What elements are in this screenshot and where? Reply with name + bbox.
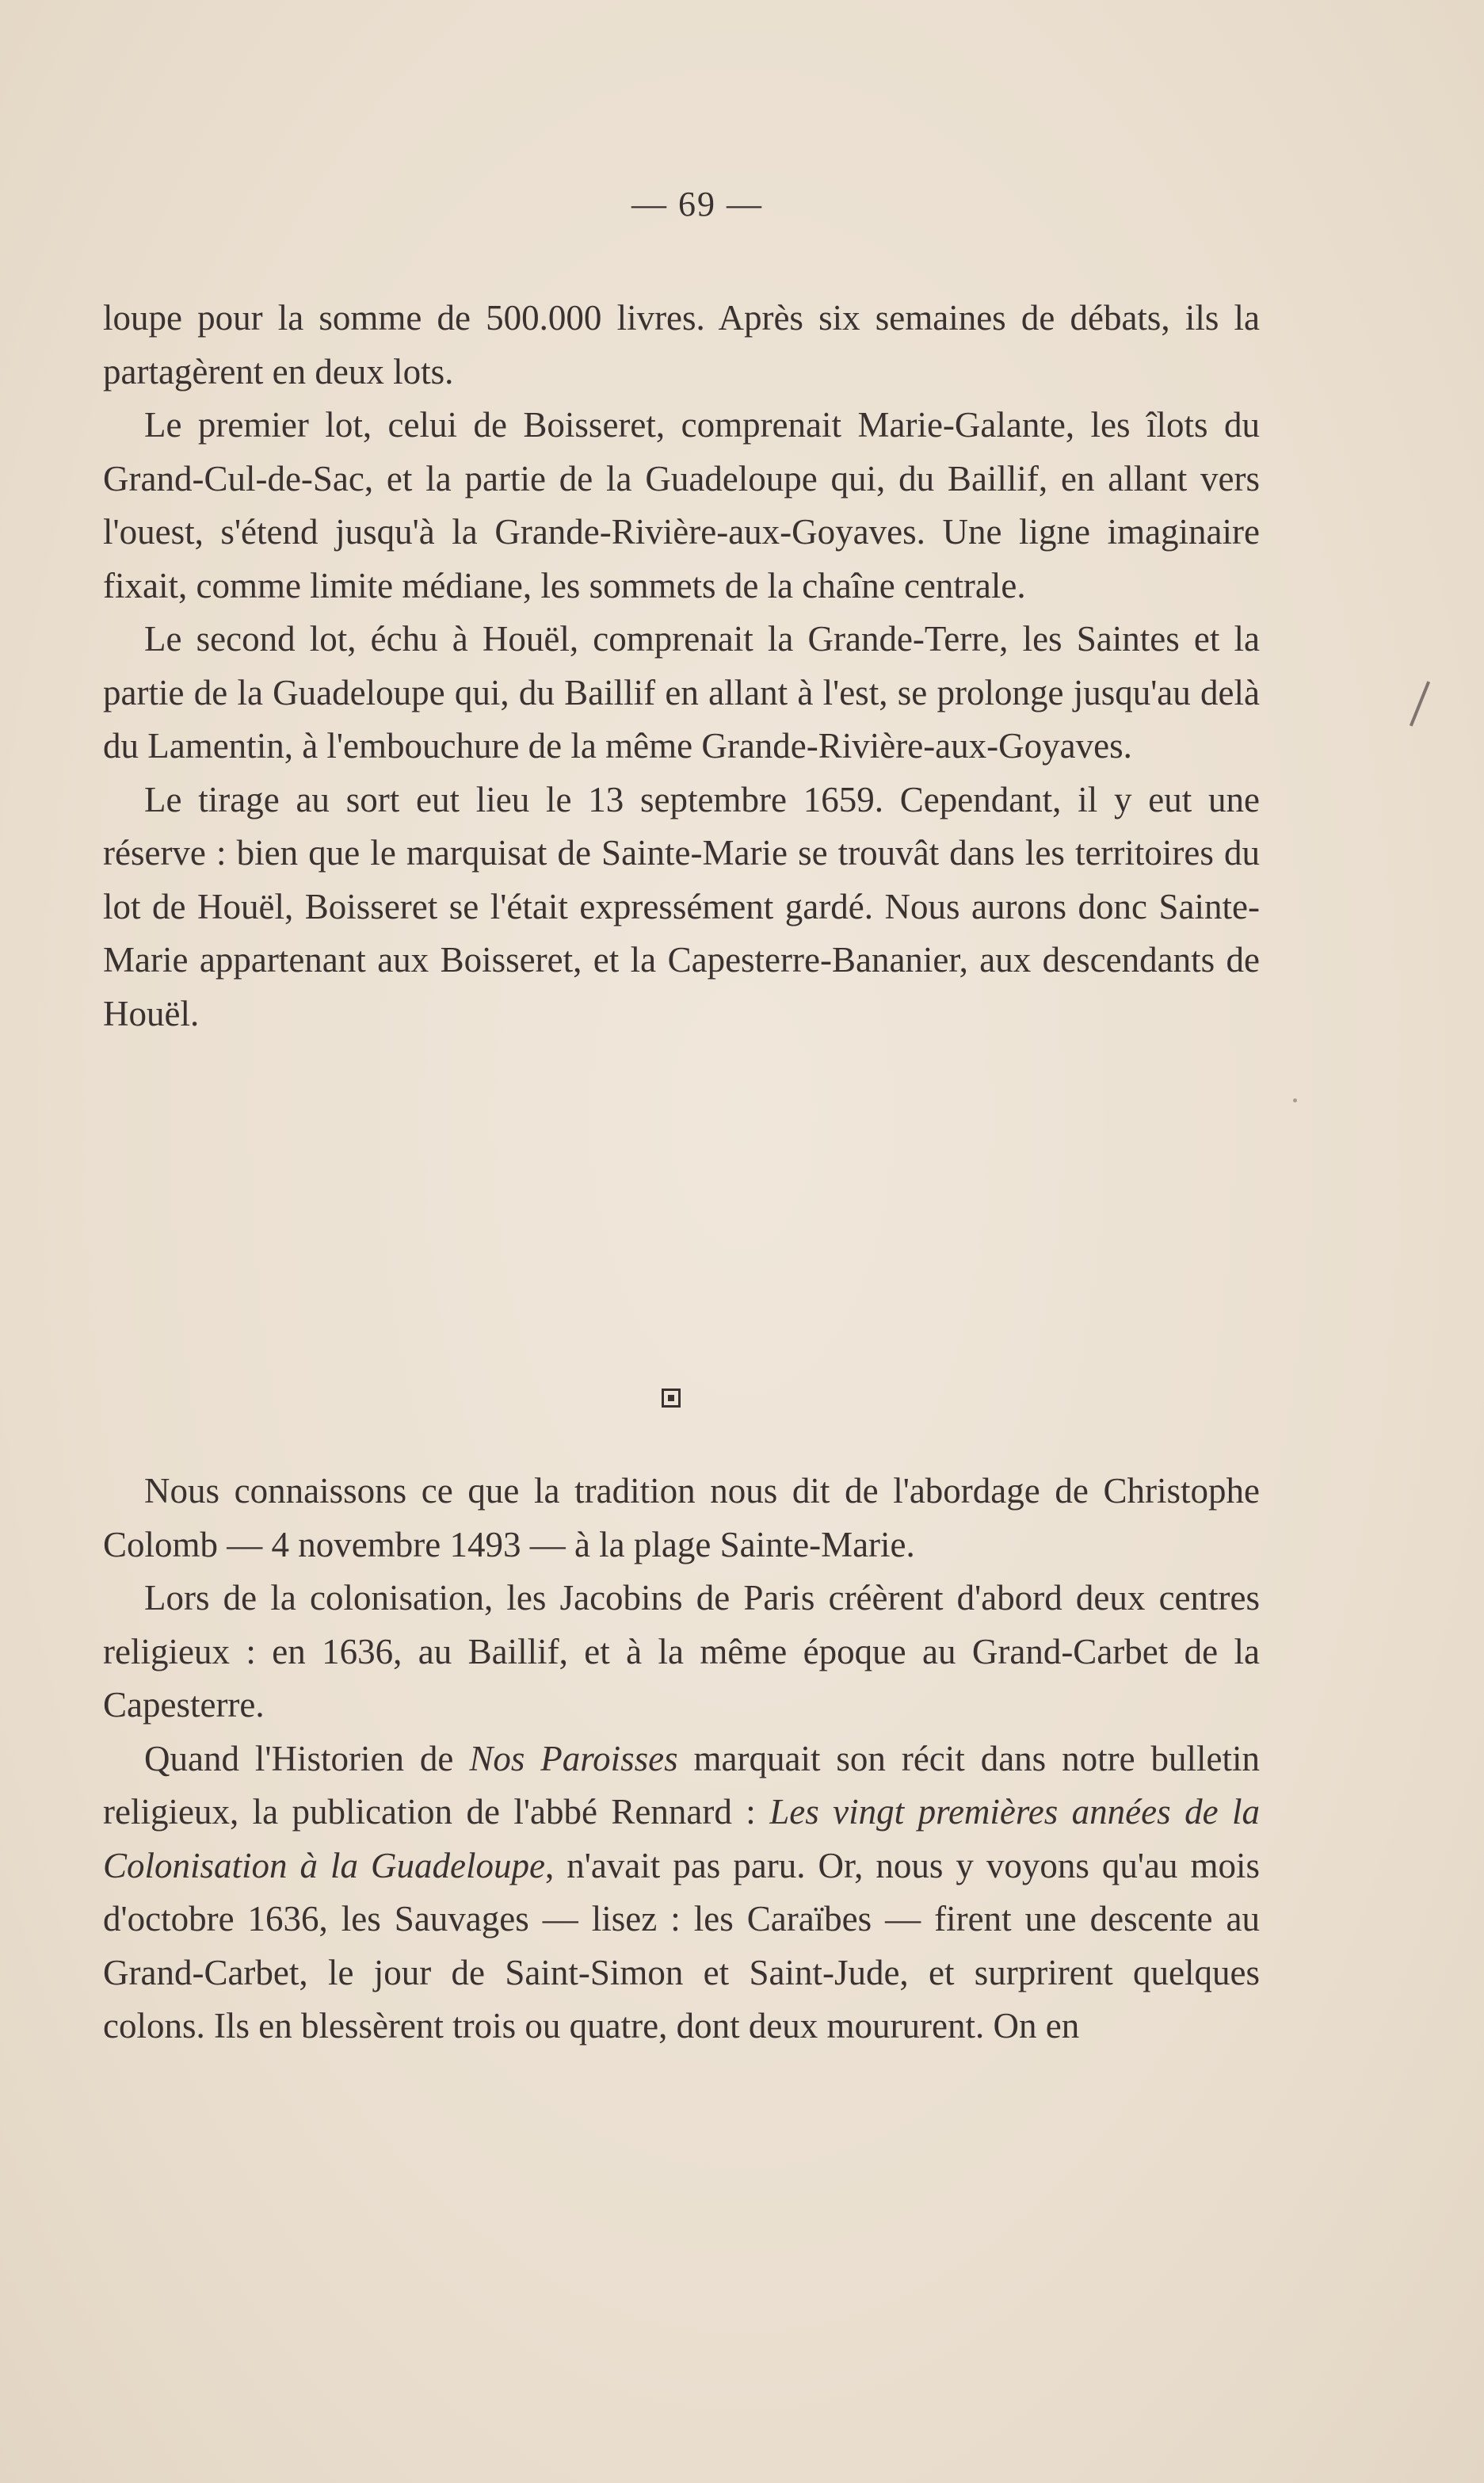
paragraph-colomb: Nous connaissons ce que la tradition nous dit de l'abordage de Christophe Colomb — 4 novembre 1493 — à la plage Sainte-Marie. <box>103 1471 1260 1564</box>
title-rennard-book: Les vingt premières années de la Colonisation à la Guadeloupe <box>103 1792 1260 1885</box>
text-section-1 <box>103 292 1260 1041</box>
paragraph-jacobins: Lors de la colonisation, les Jacobins de Paris créèrent d'abord deux centres religieux : en 1636, au Baillif, et à la même époque au Grand-Carbet de la Capesterre. <box>103 1578 1260 1725</box>
paragraph-tirage: Le tirage au sort eut lieu le 13 septembre 1659. Cependant, il y eut une réserve : bien que le marquisat de Sainte-Marie se trouvât dans les territoires du lot de Houël, Boisseret se l'était expressément gardé. Nous aurons donc Sainte-Marie appartenant aux Boisseret, et la Capesterre-Bananier, aux descendants de Houël. <box>103 779 1260 1033</box>
paragraph-continuation: loupe pour la somme de 500.000 livres. Après six semaines de débats, ils la partagèrent en deux lots. <box>103 298 1260 392</box>
historien-text-1: Quand l'Historien de <box>144 1738 470 1778</box>
paragraph-houel-lot: Le second lot, échu à Houël, comprenait la Grande-Terre, les Saintes et la partie de la Guadeloupe qui, du Baillif en allant à l'est, se prolonge jusqu'au delà du Lamentin, à l'embouchure de la même Grande-Rivière-aux-Goyaves. <box>103 619 1260 766</box>
section-break-ornament-icon <box>662 1389 681 1408</box>
page-number: — 69 — <box>631 185 763 223</box>
paragraph-historien <box>103 1732 1260 2053</box>
text-section-2 <box>103 1465 1260 2053</box>
historien-text-2: marquait son récit dans notre bulletin religieux, la publication de l'abbé Rennard : <box>103 1738 1260 1832</box>
historien-text-3: , n'avait pas paru. Or, nous y voyons qu'au mois d'octobre 1636, les Sauvages — lisez : les Caraïbes — firent une descente au Grand-Carbet, le jour de Saint-Simon et Saint-Jude, et surprirent quelques colons. Ils en blessèrent trois ou quatre, dont deux moururent. On en <box>103 1845 1260 2046</box>
paragraph-boisseret-lot: Le premier lot, celui de Boisseret, comprenait Marie-Galante, les îlots du Grand-Cul-de-Sac, et la partie de la Guadeloupe qui, du Baillif, en allant vers l'ouest, s'étend jusqu'à la Grande-Rivière-aux-Goyaves. Une ligne imaginaire fixait, comme limite médiane, les sommets de la chaîne centrale. <box>103 405 1260 605</box>
margin-dot-mark <box>1293 1098 1297 1102</box>
title-nos-paroisses: Nos Paroisses <box>469 1738 678 1778</box>
margin-pencil-mark <box>1410 681 1430 726</box>
